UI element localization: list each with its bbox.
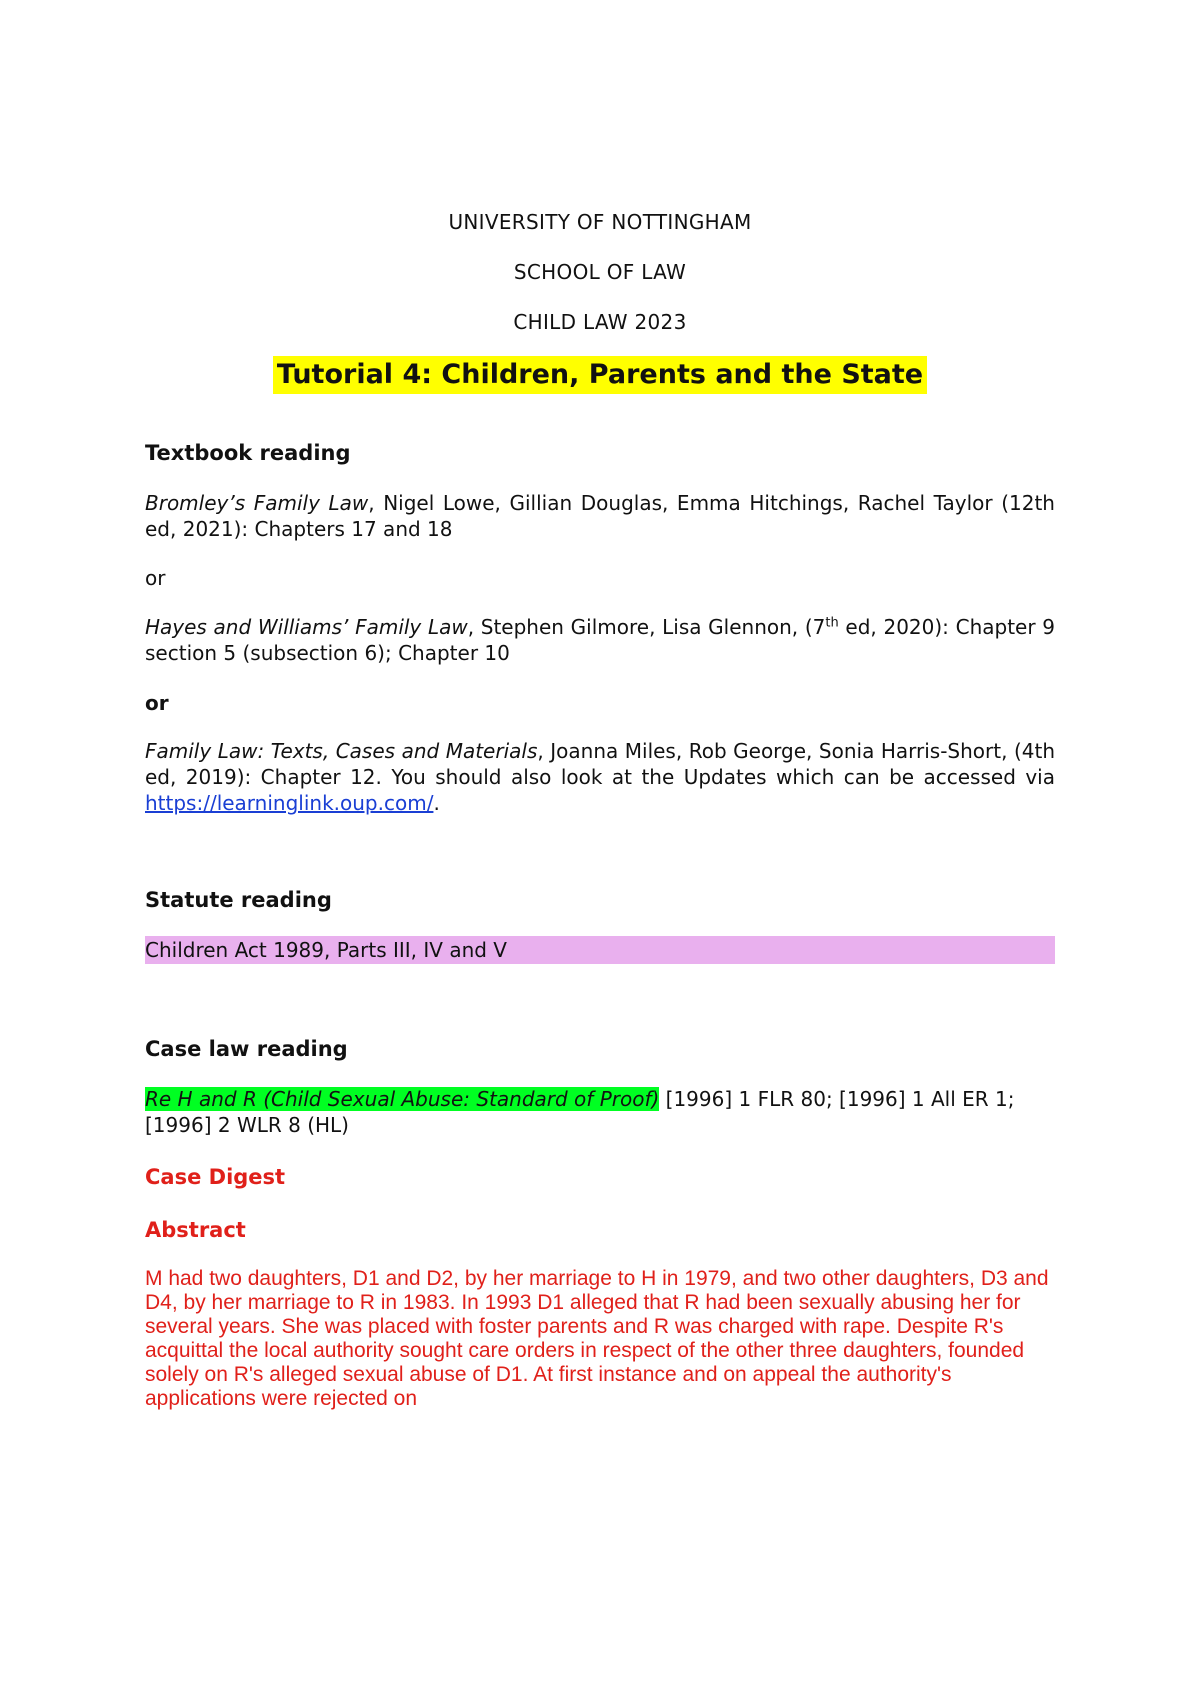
abstract-heading: Abstract (145, 1218, 246, 1242)
book-title: Family Law: Texts, Cases and Materials (145, 739, 538, 763)
book-miles (145, 738, 1055, 816)
superscript: th (825, 615, 839, 631)
oup-link[interactable]: https://learninglink.oup.com/ (145, 791, 434, 815)
period: . (433, 791, 440, 815)
statute-item (145, 936, 1055, 964)
or-separator-bold: or (145, 691, 169, 715)
title-wrap (0, 356, 1200, 394)
caselaw-heading: Case law reading (145, 1037, 348, 1061)
book-details: ed, 2020): Chapter 9 section 5 (subsection 6); Chapter 10 (145, 615, 1055, 665)
case-citation (145, 1086, 1055, 1138)
book-hayes (145, 614, 1055, 666)
case-digest-heading: Case Digest (145, 1165, 286, 1189)
statute-text: Children Act 1989, Parts III, IV and V (145, 936, 1055, 964)
university-name: UNIVERSITY OF NOTTINGHAM (448, 210, 752, 234)
tutorial-title: Tutorial 4: Children, Parents and the State (273, 356, 927, 394)
book-details: , Nigel Lowe, Gillian Douglas, Emma Hitchings, Rachel Taylor (12th ed, 2021): Chapters 17 and 18 (145, 491, 1055, 541)
case-name: Re H and R (Child Sexual Abuse: Standard of Proof) (145, 1087, 660, 1111)
book-bromley (145, 490, 1055, 542)
textbook-heading: Textbook reading (145, 441, 351, 465)
book-title: Hayes and Williams’ Family Law (145, 615, 468, 639)
course-name: CHILD LAW 2023 (513, 310, 687, 334)
or-separator: or (145, 566, 166, 590)
statute-heading: Statute reading (145, 888, 332, 912)
case-reference: [1996] 1 FLR 80; [1996] 1 All ER 1; [1996] 2 WLR 8 (HL) (145, 1087, 1015, 1137)
school-name: SCHOOL OF LAW (513, 260, 687, 284)
book-details: , Joanna Miles, Rob George, Sonia Harris-Short, (4th ed, 2019): Chapter 12. You should also look at the Updates which can be accessed via (145, 739, 1056, 789)
book-details: , Stephen Gilmore, Lisa Glennon, (7 (467, 615, 826, 639)
abstract-text: M had two daughters, D1 and D2, by her marriage to H in 1979, and two other daughters, D3 and D4, by her marriage to R in 1983. In 1993 D1 alleged that R had been sexually abusing her for several years. She was placed with foster parents and R was charged with rape. Despite R's acquittal the local authority sought care orders in respect of the other three daughters, founded solely on R's alleged sexual abuse of D1. At first instance and on appeal the authority's applications were rejected on (145, 1267, 1049, 1410)
book-title: Bromley’s Family Law (145, 491, 369, 515)
